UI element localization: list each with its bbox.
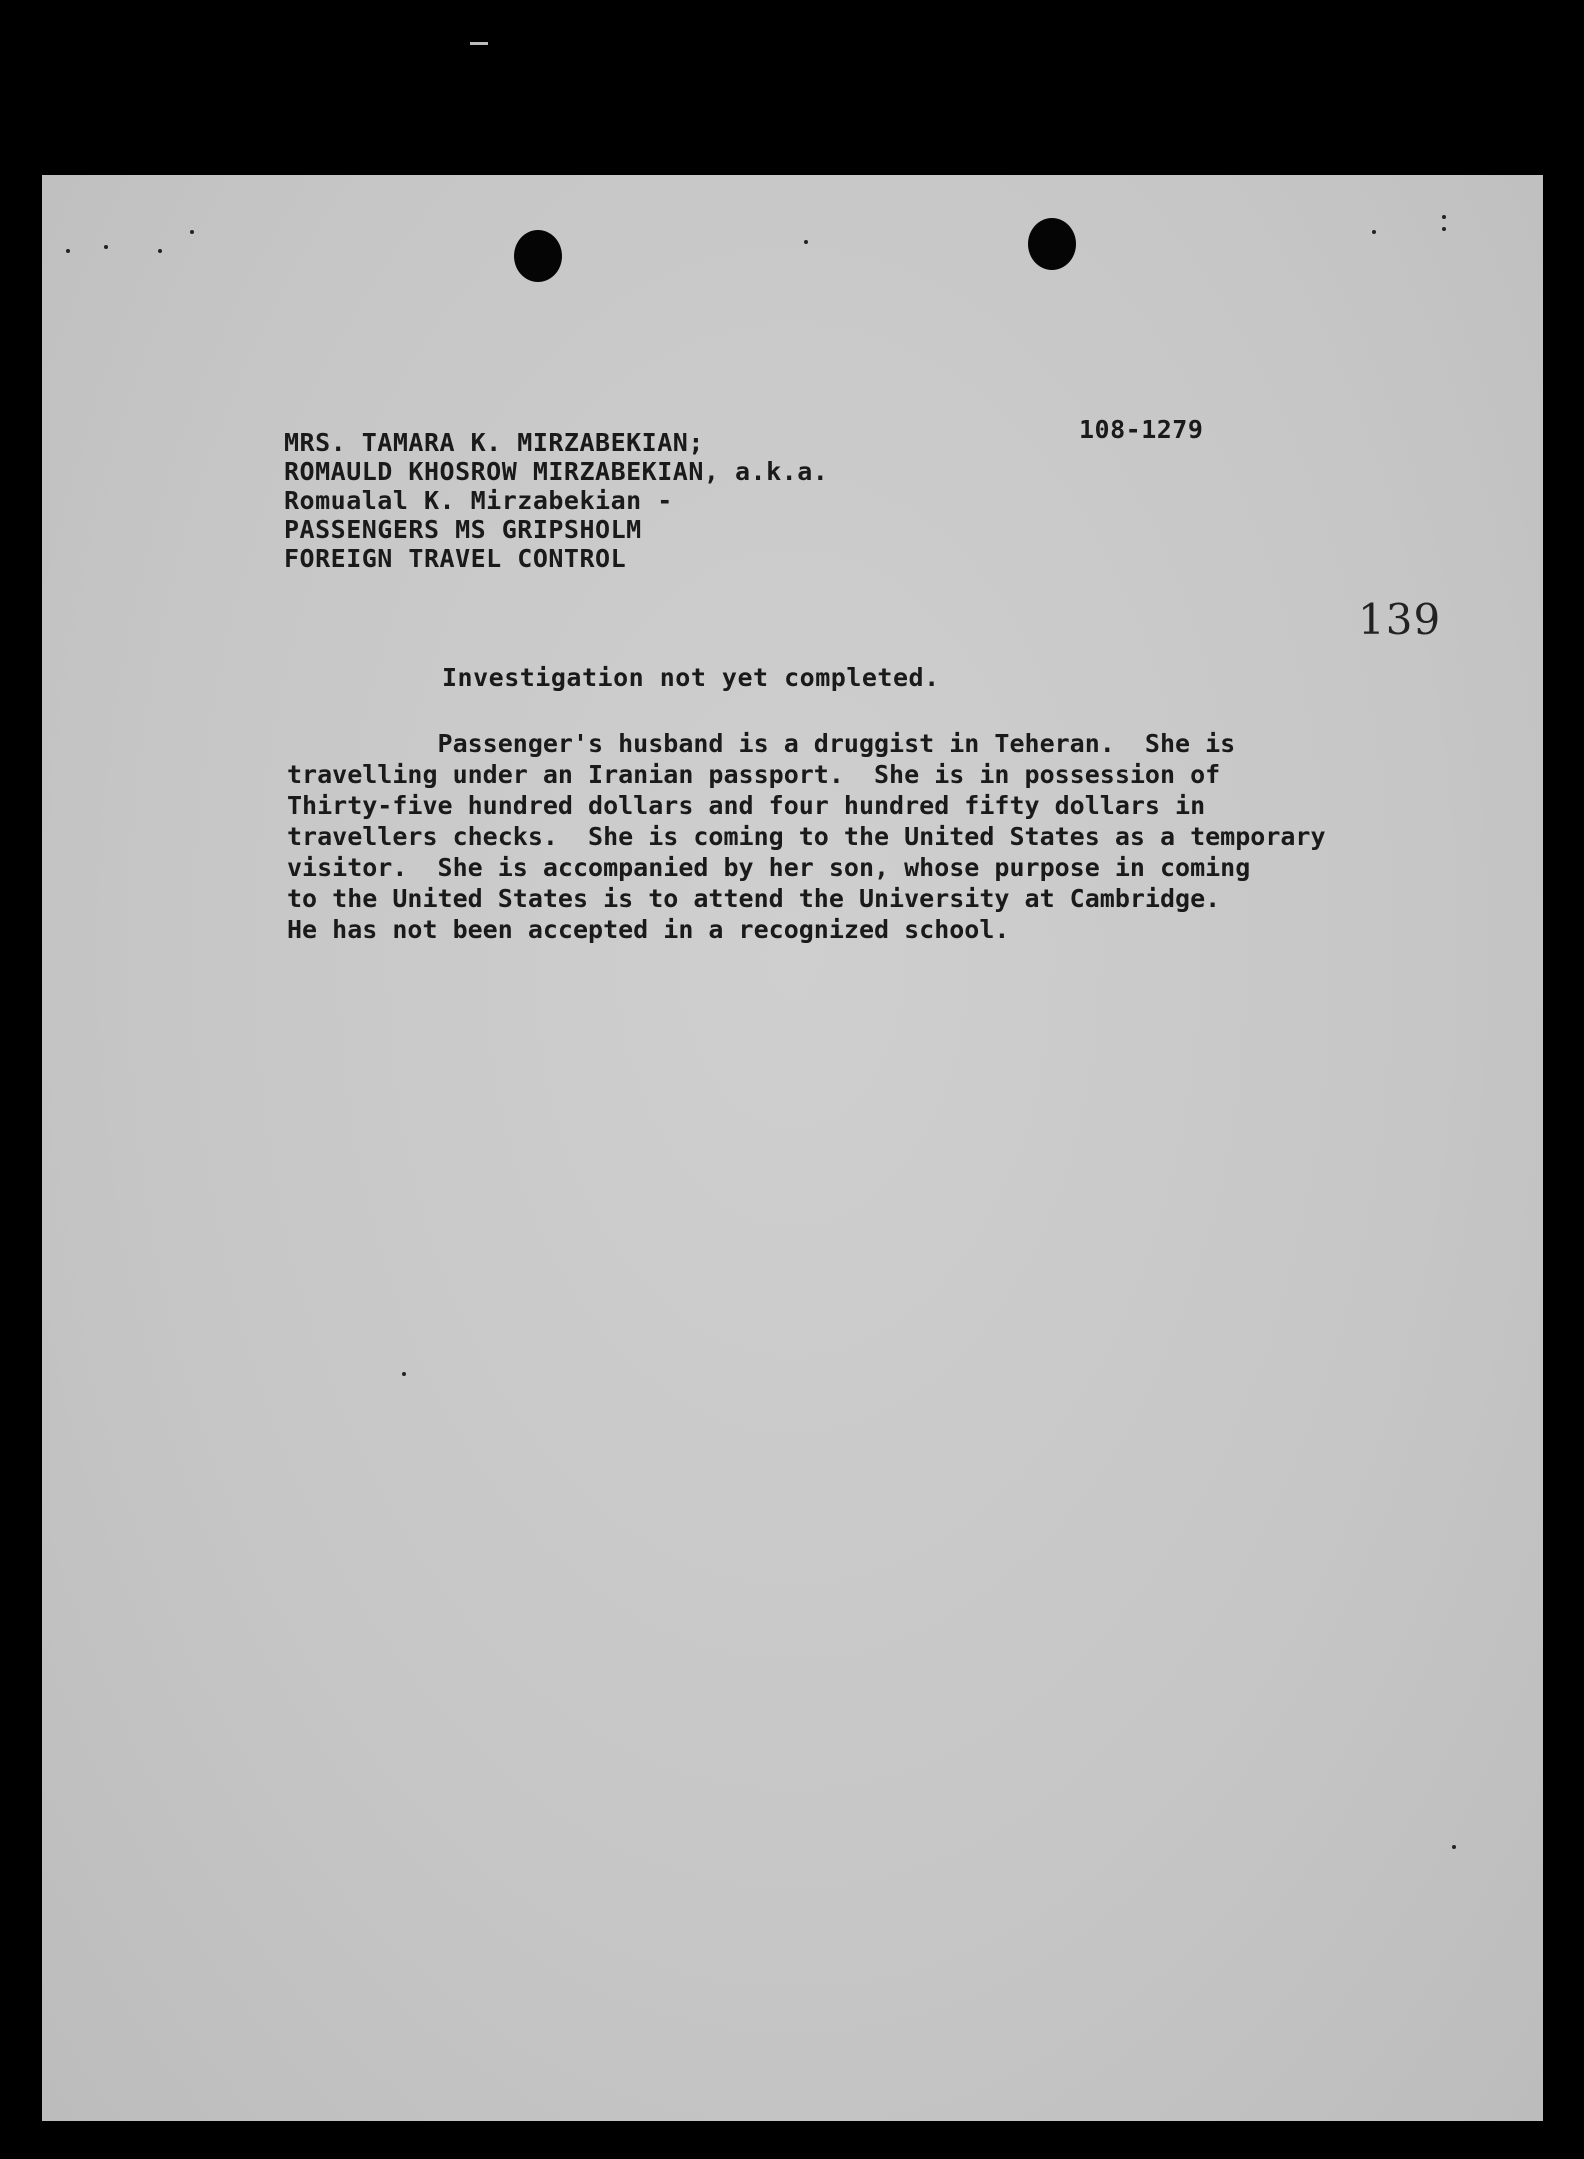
body-line: He has not been accepted in a recognized school. (287, 915, 1010, 944)
scan-artifact (470, 42, 488, 45)
subject-line-4: PASSENGERS MS GRIPSHOLM (284, 515, 642, 544)
speck (190, 230, 194, 234)
subject-line-3: Romualal K. Mirzabekian - (284, 486, 673, 515)
subject-line-2: ROMAULD KHOSROW MIRZABEKIAN, a.k.a. (284, 457, 829, 486)
page-number-stamp: 139 (1358, 595, 1442, 644)
punch-hole-right (1028, 218, 1076, 270)
subject-line-5: FOREIGN TRAVEL CONTROL (284, 544, 627, 573)
body-line: travelling under an Iranian passport. She is in possession of (287, 760, 1221, 789)
body-line: to the United States is to attend the University at Cambridge. (287, 884, 1221, 913)
speck (1452, 1845, 1456, 1849)
punch-hole-left (514, 230, 562, 282)
speck (804, 240, 808, 244)
speck (402, 1372, 406, 1376)
subject-line-1: MRS. TAMARA K. MIRZABEKIAN; (284, 428, 704, 457)
body-line: travellers checks. She is coming to the United States as a temporary (287, 822, 1326, 851)
speck (158, 249, 162, 253)
body-line: Thirty-five hundred dollars and four hundred fifty dollars in (287, 791, 1206, 820)
speck (66, 249, 70, 253)
speck (104, 245, 108, 249)
speck (1442, 215, 1446, 219)
speck (1442, 227, 1446, 231)
file-number: 108-1279 (1079, 415, 1204, 444)
status-line: Investigation not yet completed. (442, 663, 940, 692)
document-page (42, 175, 1543, 2121)
body-line: visitor. She is accompanied by her son, whose purpose in coming (287, 853, 1251, 882)
speck (1372, 230, 1376, 234)
body-line: Passenger's husband is a druggist in Teheran. She is (287, 729, 1236, 758)
